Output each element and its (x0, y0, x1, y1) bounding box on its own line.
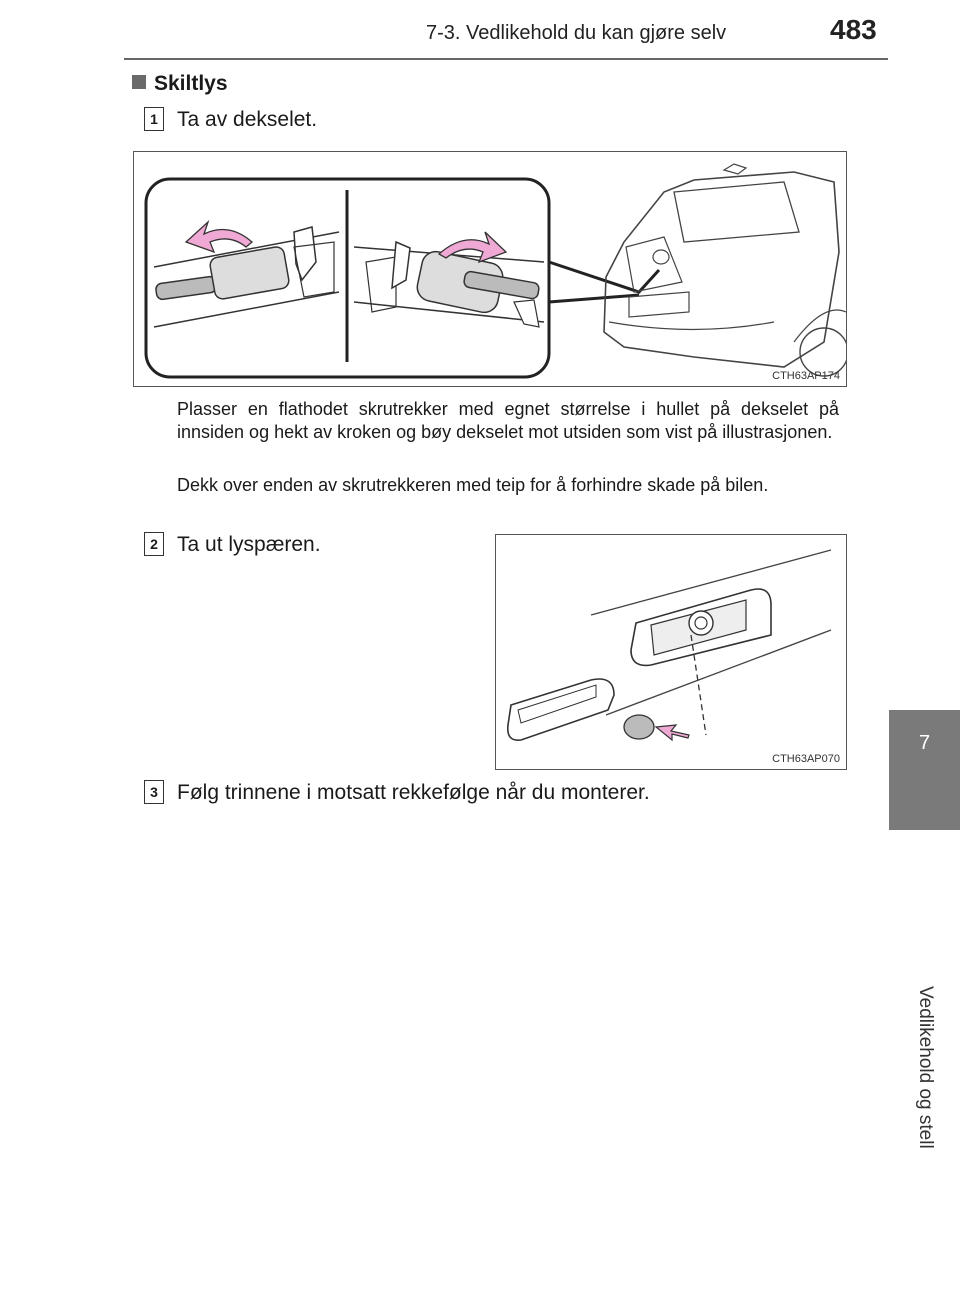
figure-remove-cover (133, 151, 847, 387)
step-badge-3: 3 (144, 780, 164, 804)
header-section-title: 7-3. Vedlikehold du kan gjøre selv (426, 22, 727, 44)
section-heading-text: Skiltlys (154, 72, 228, 95)
chapter-label: Vedlikehold og stell (915, 986, 936, 1149)
remove-bulb-illustration (496, 535, 846, 769)
step-1-paragraph-1: Plasser en flathodet skrutrekker med egnet størrelse i hullet på dekselet på innsiden og hekt av kroken og bøy dekselet mot utsiden som vist på illustrasjonen. (177, 399, 839, 442)
figure-remove-bulb (495, 534, 847, 770)
section-heading (132, 72, 228, 96)
step-1-text: Ta av dekselet. (177, 108, 318, 131)
page-number: 483 (830, 14, 877, 45)
step-badge-2: 2 (144, 532, 164, 556)
chapter-tab (889, 710, 960, 830)
square-bullet-icon (132, 75, 146, 89)
header-divider (124, 58, 888, 60)
chapter-number: 7 (918, 732, 931, 754)
step-badge-1: 1 (144, 107, 164, 131)
figure-code-2: CTH63AP070 (772, 753, 840, 765)
step-2-text: Ta ut lyspæren. (177, 533, 321, 556)
remove-cover-illustration (134, 152, 846, 386)
step-1-paragraph-2: Dekk over enden av skrutrekkeren med teip for å forhindre skade på bilen. (177, 475, 769, 495)
step-3-text: Følg trinnene i motsatt rekkefølge når du monterer. (177, 781, 650, 804)
figure-code-1: CTH63AP174 (772, 370, 840, 382)
